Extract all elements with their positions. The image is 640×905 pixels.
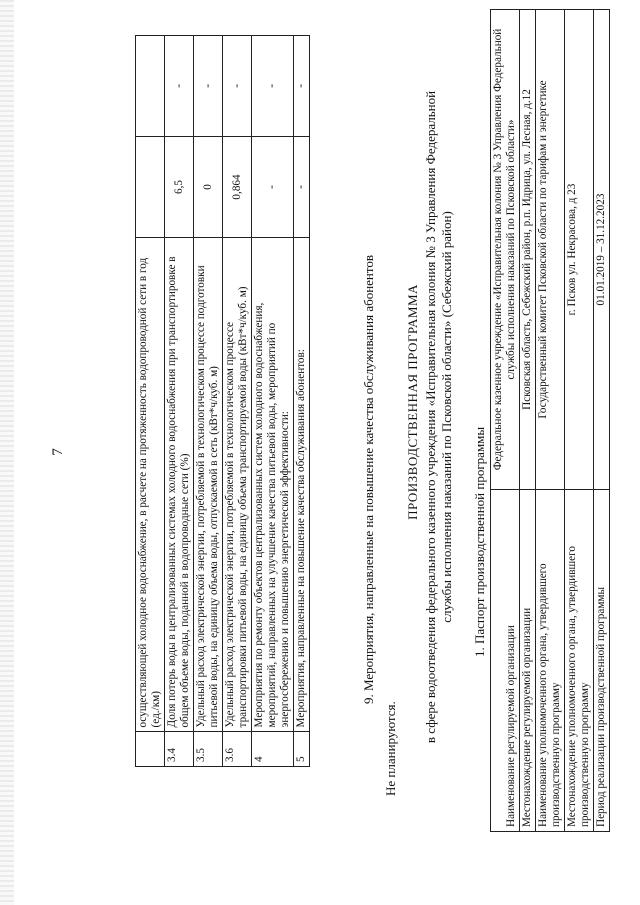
table-row <box>294 36 310 767</box>
cell-description: осуществляющей холодное водоснабжение, в расчете на протяженность водопроводной сети в год (ед./км) <box>136 238 165 732</box>
passport-heading: 1. Паспорт производственной программы <box>472 426 487 657</box>
passport-row <box>491 10 520 832</box>
scan-edge-artifact <box>0 0 14 905</box>
cell-value2: - <box>252 36 294 137</box>
table-row <box>252 36 294 767</box>
passport-label: Период реализации производственной программы <box>594 490 610 832</box>
cell-value1: - <box>252 136 294 237</box>
cell-value2: - <box>294 36 310 137</box>
cell-num: 4 <box>252 732 294 767</box>
program-subtitle-line2: службы исполнения наказаний по Псковской области» (Себежский район) <box>439 211 454 623</box>
passport-value: Псковская область, Себежский район, р.п. Идрица, ул. Лесная, д.12 <box>520 10 536 490</box>
cell-num: 3.4 <box>165 732 194 767</box>
passport-label: Наименование уполномоченного органа, утвердившего производственную программу <box>536 490 565 832</box>
table-row <box>223 36 252 767</box>
program-title: ПРОИЗВОДСТВЕННАЯ ПРОГРАММА <box>405 284 420 520</box>
cell-value1: 0 <box>194 136 223 237</box>
cell-value1: 0,864 <box>223 136 252 237</box>
program-subtitle-line1: в сфере водоотведения федерального казенного учреждения «Исправительная колония № 3 Управления Федеральной <box>423 90 438 744</box>
passport-table <box>490 9 610 832</box>
passport-row <box>536 10 565 832</box>
passport-label: Местонахождение уполномоченного органа, утвердившего производственную программу <box>565 490 594 832</box>
cell-num <box>136 732 165 767</box>
section-9-heading: 9. Мероприятия, направленные на повышение качества обслуживания абонентов <box>361 254 376 704</box>
cell-description: Удельный расход электрической энергии, потребляемой в технологическом процессе транспортировки питьевой воды, на единицу объема транспортируемой воды (кВт*ч/куб. м) <box>223 238 252 732</box>
program-subtitle <box>423 67 455 767</box>
cell-description: Мероприятия по ремонту объектов централизованных систем холодного водоснабжения, мероприятий, направленных на улучшение качества питьевой воды, мероприятий по энергосбережению и повышению энергетической эффективности: <box>252 238 294 732</box>
passport-row <box>565 10 594 832</box>
passport-value: г. Псков ул. Некрасова, д 23 <box>565 10 594 490</box>
section-9-text: Не планируются. <box>383 701 398 796</box>
passport-value: Государственный комитет Псковской области по тарифам и энергетике <box>536 10 565 490</box>
cell-description: Удельный расход электрической энергии, потребляемой в технологическом процессе подготовки питьевой воды, на единицу объема воды, отпускаемой в сеть (кВт*ч/куб. м) <box>194 238 223 732</box>
cell-value2: - <box>223 36 252 137</box>
table-row <box>165 36 194 767</box>
passport-label: Наименование регулируемой организации <box>491 490 520 832</box>
cell-value1: - <box>294 136 310 237</box>
passport-value: 01.01.2019 – 31.12.2023 <box>594 10 610 490</box>
table-row <box>194 36 223 767</box>
page-number: 7 <box>50 448 66 456</box>
cell-value1: 6,5 <box>165 136 194 237</box>
cell-value1 <box>136 136 165 237</box>
passport-row <box>520 10 536 832</box>
indicators-table <box>135 35 310 767</box>
cell-value2: - <box>165 36 194 137</box>
cell-description: Мероприятия, направленные на повышение качества обслуживания абонентов: <box>294 238 310 732</box>
passport-label: Местонахождение регулируемой организации <box>520 490 536 832</box>
cell-num: 3.5 <box>194 732 223 767</box>
passport-row <box>594 10 610 832</box>
cell-description: Доля потерь воды в централизованных системах холодного водоснабжения при транспортировке в общем объеме воды, поданной в водопроводные сети (%) <box>165 238 194 732</box>
cell-num: 3.6 <box>223 732 252 767</box>
cell-value2 <box>136 36 165 137</box>
table-row <box>136 36 165 767</box>
rotated-page <box>40 12 607 892</box>
cell-num: 5 <box>294 732 310 767</box>
passport-value: Федеральное казенное учреждение «Исправительная колония № 3 Управления Федеральной службы исполнения наказаний по Псковской области» <box>491 10 520 490</box>
cell-value2: - <box>194 36 223 137</box>
